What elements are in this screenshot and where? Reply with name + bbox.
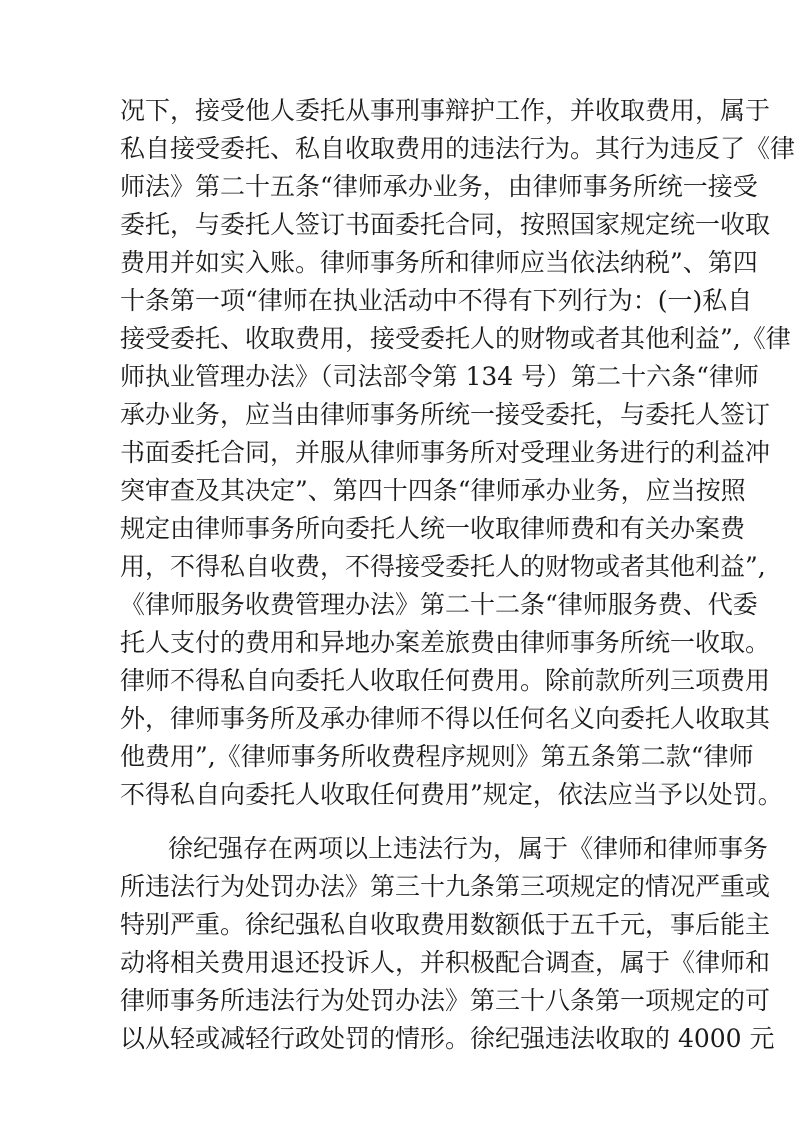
text-line: 师执业管理办法》（司法部令第 134 号）第二十六条“律师	[120, 362, 759, 391]
text-line: 用，不得私自收费，不得接受委托人的财物或者其他利益”,	[120, 552, 766, 581]
text-line: 委托，与委托人签订书面委托合同，按照国家规定统一收取	[120, 210, 771, 239]
text-line: 突审查及其决定”、第四十四条“律师承办业务，应当按照	[120, 476, 746, 505]
text-line: 所违法行为处罚办法》第三十九条第三项规定的情况严重或	[120, 872, 771, 901]
text-line: 费用并如实入账。律师事务所和律师应当依法纳税”、第四	[120, 248, 758, 277]
text-line: 书面委托合同，并服从律师事务所对受理业务进行的利益冲	[120, 438, 771, 467]
text-line: 《律师服务收费管理办法》第二十二条“律师服务费、代委	[120, 590, 758, 619]
text-line: 接受委托、收取费用，接受委托人的财物或者其他利益”,《律	[120, 324, 791, 353]
text-line: 他费用”,《律师事务所收费程序规则》第五条第二款“律师	[120, 742, 754, 771]
text-line: 动将相关费用退还投诉人，并积极配合调查，属于《律师和	[120, 948, 771, 977]
text-line: 律师事务所违法行为处罚办法》第三十八条第一项规定的可	[120, 986, 771, 1015]
text-line: 私自接受委托、私自收取费用的违法行为。其行为违反了《律	[120, 134, 796, 163]
text-line: 规定由律师事务所向委托人统一收取律师费和有关办案费	[120, 514, 746, 543]
text-line: 承办业务，应当由律师事务所统一接受委托，与委托人签订	[120, 400, 771, 429]
text-line: 托人支付的费用和异地办案差旅费由律师事务所统一收取。	[120, 628, 771, 657]
text-line: 十条第一项“律师在执业活动中不得有下列行为：(一)私自	[120, 286, 753, 315]
text-line: 况下，接受他人委托从事刑事辩护工作，并收取费用，属于	[120, 96, 771, 125]
text-line: 律师不得私自向委托人收取任何费用。除前款所列三项费用	[120, 666, 771, 695]
text-line: 特别严重。徐纪强私自收取费用数额低于五千元，事后能主	[120, 910, 771, 939]
text-line: 外，律师事务所及承办律师不得以任何名义向委托人收取其	[120, 704, 771, 733]
text-line: 师法》第二十五条“律师承办业务，由律师事务所统一接受	[120, 172, 758, 201]
text-line: 徐纪强存在两项以上违法行为，属于《律师和律师事务	[168, 834, 769, 863]
text-line: 不得私自向委托人收取任何费用”规定，依法应当予以处罚。	[120, 780, 783, 809]
text-line: 以从轻或减轻行政处罚的情形。徐纪强违法收取的 4000 元	[120, 1024, 775, 1053]
